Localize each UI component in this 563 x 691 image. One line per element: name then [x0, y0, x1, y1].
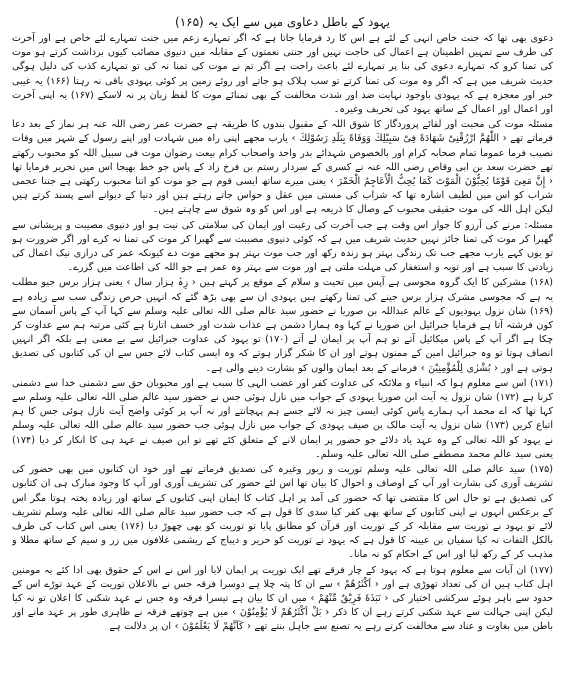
footnote-number: (۱۶۵)	[175, 15, 204, 29]
page-header	[12, 14, 553, 30]
paragraph-5: (۱۷۱) اس سے معلوم ہوا کہ انبیاء و ملائکہ کی عداوت کفر اور غضب الہی کا سبب ہے اور محبوبان حق سے دشمنی خدا سے دشمنی کرنا ہے (۱۷۲) شان نزول یہ آیت ابن صوریا یہودی کے جواب میں نازل ہوئی جس نے حضور سید عالم صلی اللہ تعالی علیہ وسلم سے کہا تھا کہ اے محمد آپ ہمارے پاس کوئی ایسی چیز نہ لائے جسے ہم پہچانتے اور نہ آپ پر کوئی واضح آیت نازل ہوئی جس کا ہم اتباع کریں (۱۷۳) شان نزول یہ آیت مالک بن صیف یہودی کے جواب میں نازل ہوئی جب حضور سید عالم صلی اللہ تعالی علیہ وسلم نے یہود کو اللہ تعالی کے وہ عہد یاد دلائے جو حضور پر ایمان لانے کے متعلق کئے تھے تو ابن صیف نے عہد ہی کا انکار کر دیا (۱۷۴) یعنی سید عالم محمد مصطفے صلی اللہ تعالی علیہ وسلم۔	[12, 377, 553, 460]
commentary-text	[12, 32, 553, 691]
paragraph-7: (۱۷۷) ان آیات سے معلوم ہوتا ہے کہ یہود کے چار فرقے تھے ایک توریت پر ایمان لایا اور اس نے اس کے حقوق بھی ادا کئے یہ مومنین اہل کتاب ہیں ان کی تعداد تھوڑی ہے اور ‹ اَكْثَرُهُمْ › سے ان کا پتہ چلا ہے دوسرا فرقہ جس نے بالاعلان توریت کے عہد توڑے اس کے حدود سے باہر ہوئے سرکشی اختیار کی ‹ نَبَذَهٗ فَرِیْقٌ مِّنْهُمْ › میں ان کا بیان ہے تیسرا فرقہ وہ جس نے عہد شکنی کا اعلان تو نہ کیا لیکن اپنی جہالت سے عہد شکنی کرتے رہے ان کا ذکر ‹ بَلْ اَكْثَرُهُمْ لَا یُؤْمِنُوْنَ › میں ہے چوتھے فرقہ نے ظاہری طور پر عہد مانے اور باطن میں بغاوت و عناد سے مخالفت کرتے رہے یہ تصنع سے جاہل بنتے تھے ‹ كَاَنَّهُمْ لَا یَعْلَمُوْنَ › ان پر دلالت ہے	[12, 564, 553, 633]
paragraph-1: دعوی بھی تھا کہ جنت خاص انہی کے لئے ہے اس کا رد فرمایا جاتا ہے کہ اگر تمہارے زعم میں جنت تمہارے لئے خاص ہے اور آخرت کی طرف سے تمہیں اطمینان ہے اعمال کی حاجت نہیں اور جنتی نعمتوں کے مقابلہ میں دنیوی مصائب کیوں برداشت کرتے ہو موت کی تمنا کرو کہ تمہارے دعوی کی بنا پر تمہارے لئے باعث راحت ہے اگر تم نے موت کی تمنا نہ کی تو تمہارے کذب کی دلیل ہوگی حدیث شریف میں ہے کہ اگر وہ موت کی تمنا کرتے تو سب ہلاک ہو جاتے اور روئے زمین پر کوئی یہودی باقی نہ رہتا (۱۶۶) یہ غیبی خبر اور معجزہ ہے کہ یہودی باوجود نہایت ضد اور شدت مخالفت کے بھی تمنائے موت کا لفظ زبان پر نہ لاسکے (۱۶۷) یہ اپنی آخرت اور اعمال اور اعمال کے ساتھ یہود کی تحریف وغیرہ۔	[12, 33, 553, 116]
paragraph-3: مسئلہ: مرنے کی آرزو کا جواز اس وقت ہے جب آخرت کی رغبت اور ایمان کی سلامتی کی نیت ہو اور دنیوی مصیبت و پریشانی سے گھبرا کر موت کی تمنا جائز نہیں حدیث شریف میں ہے کہ کوئی دنیوی مصیبت سے گھبرا کر موت کی تمنا نہ کرے اور اگر ضرورت ہو تو یوں کہے یارب مجھے جب تک زندگی بہتر ہو زندہ رکھ اور جب موت بہتر ہو مجھے موت دے کیونکہ عمر کی درازی نیک اعمال کی زیادتی کا سبب ہے اور توبہ و استغفار کی مہلت ملتی ہے اور موت سے بہتر وہ عمر ہے جو اللہ کی اطاعت میں گزرے۔	[12, 219, 553, 274]
header-text: یہود کے باطل دعاوی میں سے ایک یہ	[207, 15, 390, 29]
paragraph-6: (۱۷۵) سید عالم صلی اللہ تعالی علیہ وسلم توریت و زبور وغیرہ کی تصدیق فرماتے تھے اور خود ان کتابوں میں بھی حضور کی تشریف آوری کی بشارت اور آپ کے اوصاف و احوال کا بیان تھا اس لئے حضور کی تشریف آوری اور آپ کا وجود مبارک ہی ان کتابوں کی تصدیق ہے تو حال اس کا مقتضی تھا کہ حضور کی آمد پر اہل کتاب کا ایمان اپنی کتابوں کے ساتھ اور زیادہ پختہ ہوتا مگر اس کے برعکس انہوں نے اپنی کتابوں کے ساتھ بھی کفر کیا سدی کا قول ہے کہ جب حضور سید عالم صلی اللہ تعالی علیہ وسلم تشریف لائے تو یہود نے توریت سے مقابلہ کر کے توریت اور قرآن کو مطابق پایا تو توریت کو بھی چھوڑ دیا (۱۷۶) یعنی اس کتاب کی طرف بالکل التفات نہ کیا سفیان بن عیینہ کا قول ہے کہ یہود نے توریت کو حریر و دیباج کے ریشمی غلافوں میں زر و سیم کے ساتھ مطلا و مذہب کر کے رکھ لیا اور اس کے احکام کو نہ مانا۔	[12, 464, 553, 561]
paragraph-4: (۱۶۸) مشرکین کا ایک گروہ مجوسی ہے آپس میں تحیت و سلام کے موقع پر کہتے ہیں ‹ زِہْ ہزار سال › یعنی ہزار برس جیو مطلب یہ ہے کہ مجوسی مشرک ہزار برس جینے کی تمنا رکھتے ہیں یہودی ان سے بھی بڑھ گئے کہ انہیں حرص زندگی سب سے زیادہ ہے (۱۶۹) شان نزول یہودیوں کے عالم عبداللہ بن صوریا نے حضور سید عالم صلی اللہ تعالی علیہ وسلم سے کہا آپ کے پاس آسمان سے کون فرشتہ آتا ہے فرمایا جبرائیل ابن صوریا نے کہا وہ ہمارا دشمن ہے عذاب شدت اور خسف اتارتا ہے کئی مرتبہ ہم سے عداوت کر چکا ہے اگر آپ کے پاس میکائیل آتے تو ہم آپ پر ایمان لے آتے (۱۷۰) تو یہود کی عداوت جبرائیل سے بے معنی ہے بلکہ اگر انہیں انصاف ہوتا تو وہ جبرائیل امین کے ممنون ہوتے اور ان کا شکر گزار ہوتے کہ وہ ایسی کتاب لائے جس سے ان کی کتابوں کی تصدیق ہوتی ہے اور ‹ بُشْرٰی لِلْمُؤْمِنِیْنَ › فرمانے کے بعد ایمان والوں کو بشارت دینے والی ہے۔	[12, 277, 553, 374]
paragraph-2: مسئلہ موت کی محبت اور لقائے پروردگار کا شوق اللہ کے مقبول بندوں کا طریقہ ہے حضرت عمر رضی اللہ عنہ ہر نماز کے بعد دعا فرماتے تھے ‹ اللّٰهُمَّ ارْزُقْنِیْ شَهَادَةً فِیْ سَبِیْلِكَ وَوَفَاةً بِبَلَدِ رَسُوْلِكَ › یارب مجھے اپنی راہ میں شہادت اور اپنے رسول کے شہر میں وفات نصیب فرما عموما تمام صحابہ کرام اور بالخصوص شہدائے بدر واحد واصحاب کرام بیعت رضوان موت فی سبیل اللہ کو محبوب رکھتے تھے حضرت سعد بن ابی وقاص رضی اللہ عنہ نے کسری کے سردار رستم بن فرخ زاد کے پاس جو خط بھیجا اس میں تحریر فرمایا تھا ‹ إِنَّ مَعِیَ قَوْمًا يُحِبُّوْنَ الْمَوْتَ كَمَا يُحِبُّ الْأَعَاجِمُ الْخَمْرَ › یعنی میرے ساتھ ایسی قوم ہے جو موت کو اتنا محبوب رکھتی ہے جتنا عجمی شراب کو اس میں لطیف اشارہ تھا کہ شراب کی مستی میں عقل و حواس جاتے رہتے ہیں اور دنیا کے دیوانے اسے پسند کرتے ہیں لیکن اہل اللہ کی موت حقیقی محبوب کے وصال کا ذریعہ ہے اور اس کو وہ شوق سے چاہتے ہیں۔	[12, 119, 553, 216]
